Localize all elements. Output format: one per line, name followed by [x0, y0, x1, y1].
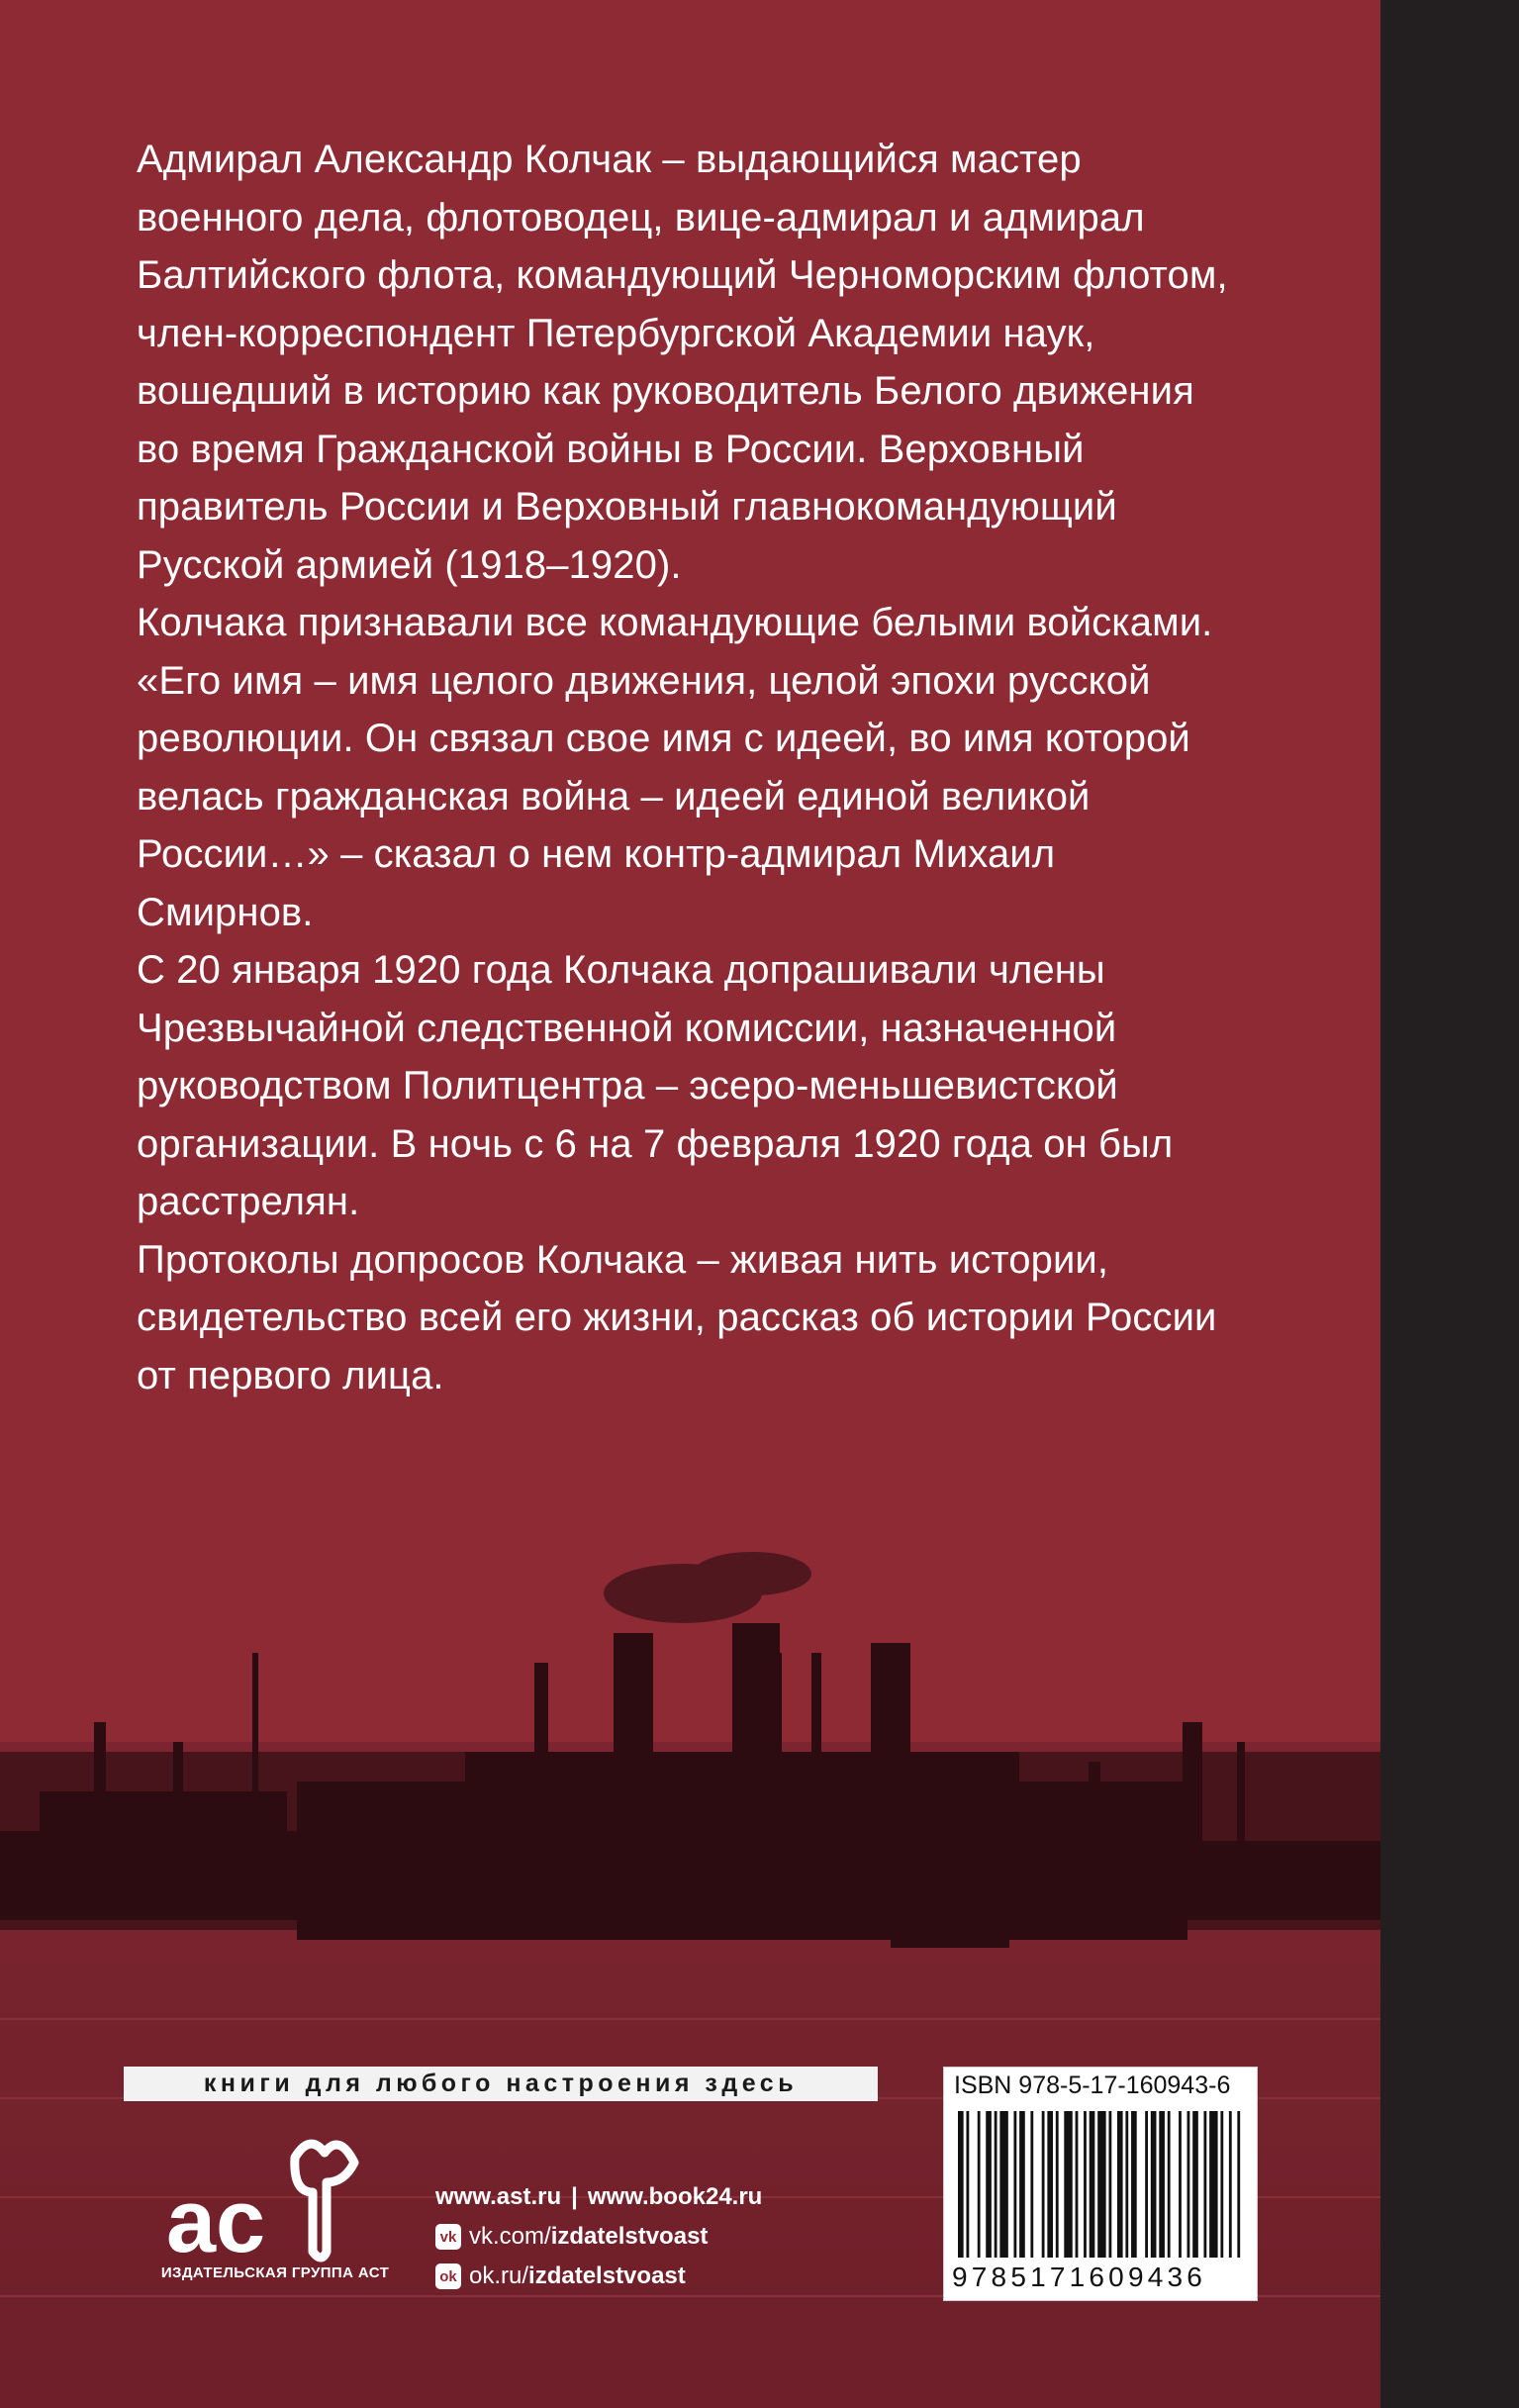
ok-link-name: izdatelstvoast — [528, 2263, 686, 2289]
ok-link-prefix: ok.ru/ — [469, 2263, 529, 2289]
ast-website-link[interactable]: www.ast.ru — [435, 2183, 562, 2210]
ok-icon: ok — [435, 2264, 461, 2289]
publisher-links — [435, 2177, 762, 2296]
website-links — [435, 2177, 762, 2217]
blurb-paragraph-3: С 20 января 1920 года Колчака допрашивали члены Чрезвычайной следственной комиссии, назначенной руководством Политцентра – эсеро-меньшевистской организации. В ночь с 6 на 7 февраля 1920 года он был расстрелян. — [137, 948, 1174, 1223]
ast-logo — [146, 2128, 404, 2266]
tagline-banner: книги для любого настроения здесь — [124, 2067, 878, 2101]
blurb-paragraph-1: Адмирал Александр Колчак – выдающийся мастер военного дела, флотоводец, вице-адмирал и адмирал Балтийского флота, командующий Черноморским флотом, член-корреспондент Петербургской Академии наук, вошедший в историю как руководитель Белого движения во время Гражданской войны в России. Верховный правитель России и Верховный главнокомандующий Русской армией (1918–1920). — [137, 138, 1228, 587]
link-divider: | — [571, 2183, 578, 2210]
ok-link-row[interactable] — [435, 2257, 762, 2296]
ast-logo-text: ac — [166, 2172, 266, 2266]
vk-link-prefix: vk.com/ — [469, 2223, 551, 2250]
barcode-digits: 9785171609436 — [952, 2262, 1207, 2292]
vk-link-row[interactable] — [435, 2217, 762, 2257]
book-spine — [1380, 0, 1519, 2408]
book24-website-link[interactable]: www.book24.ru — [587, 2183, 763, 2210]
blurb-paragraph-2: Колчака признавали все командующие белыми войсками. «Его имя – имя целого движения, целой эпохи русской революции. Он связал свое имя с идеей, во имя которой велась гражданская война – идеей единой великой России…» – сказал о нем контр-адмирал Михаил Смирнов. — [137, 601, 1213, 934]
blurb-text — [137, 131, 1334, 1404]
isbn-barcode-box — [943, 2067, 1258, 2301]
publisher-caption: ИЗДАТЕЛЬСКАЯ ГРУППА АСТ — [160, 2264, 390, 2281]
vk-icon: vk — [435, 2224, 461, 2250]
isbn-label: ISBN 978-5-17-160943-6 — [954, 2071, 1231, 2099]
vk-link-name: izdatelstvoast — [550, 2223, 709, 2250]
blurb-paragraph-4: Протоколы допросов Колчака – живая нить истории, свидетельство всей его жизни, рассказ об истории России от первого лица. — [137, 1237, 1217, 1397]
barcode — [956, 2111, 1245, 2258]
